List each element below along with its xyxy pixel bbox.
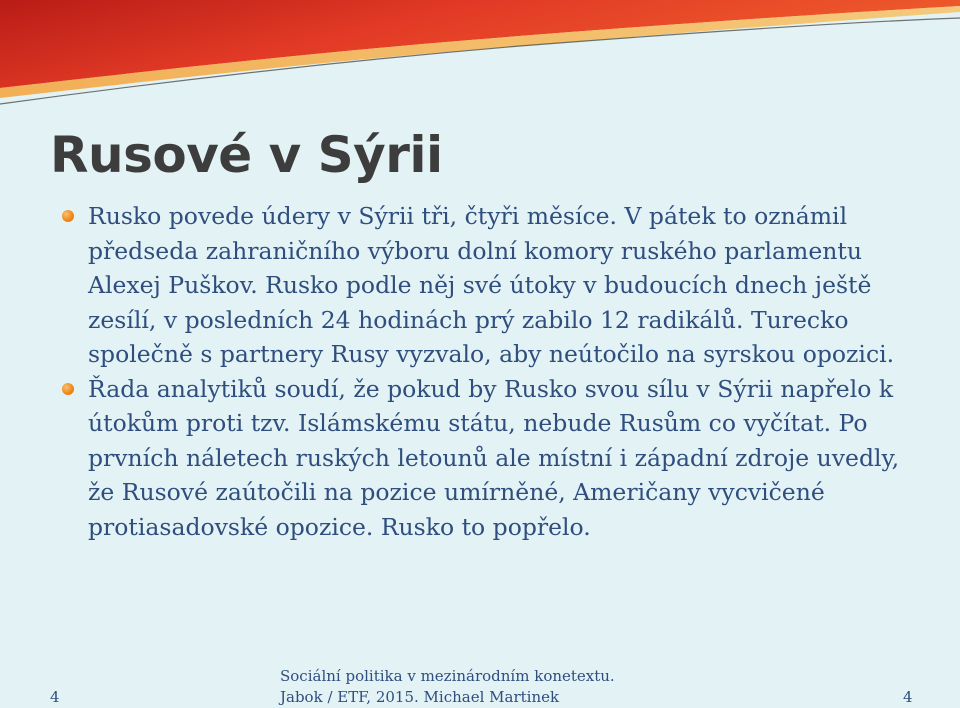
footer-caption bbox=[280, 666, 615, 708]
bullet-text: Rusko povede údery v Sýrii tři, čtyři měsíce. V pátek to oznámil předseda zahraničního výboru dolní komory ruského parlamentu Alexej Puškov. Rusko podle něj své útoky v budoucích dnech ještě zesílí, v posledních 24 hodinách prý zabilo 12 radikálů. Turecko společně s partnery Rusy vyzvalo, aby neútočilo na syrskou opozici. bbox=[88, 202, 895, 368]
bullet-item bbox=[62, 372, 922, 545]
page-number-left: 4 bbox=[50, 688, 60, 706]
slide-title: Rusové v Sýrii bbox=[50, 126, 443, 184]
slide-footer bbox=[0, 660, 960, 707]
page-number-right: 4 bbox=[903, 688, 913, 706]
bullet-dot-icon bbox=[62, 210, 74, 222]
bullet-text: Řada analytiků soudí, že pokud by Rusko svou sílu v Sýrii napřelo k útokům proti tzv. Islámskému státu, nebude Rusům co vyčítat. Po prvních náletech ruských letounů ale místní i západní zdroje uvedly, že Rusové zaútočili na pozice umírněné, Američany vycvičené protiasadovské opozice. Rusko to popřelo. bbox=[88, 374, 900, 541]
footer-line-2: Jabok / ETF, 2015. Michael Martinek bbox=[280, 688, 560, 706]
bullet-item bbox=[62, 199, 922, 372]
footer-line-1: Sociální politika v mezinárodním konetextu. bbox=[280, 667, 615, 685]
header-decoration bbox=[0, 0, 960, 120]
slide-content bbox=[62, 199, 922, 544]
bullet-dot-icon bbox=[62, 383, 74, 395]
